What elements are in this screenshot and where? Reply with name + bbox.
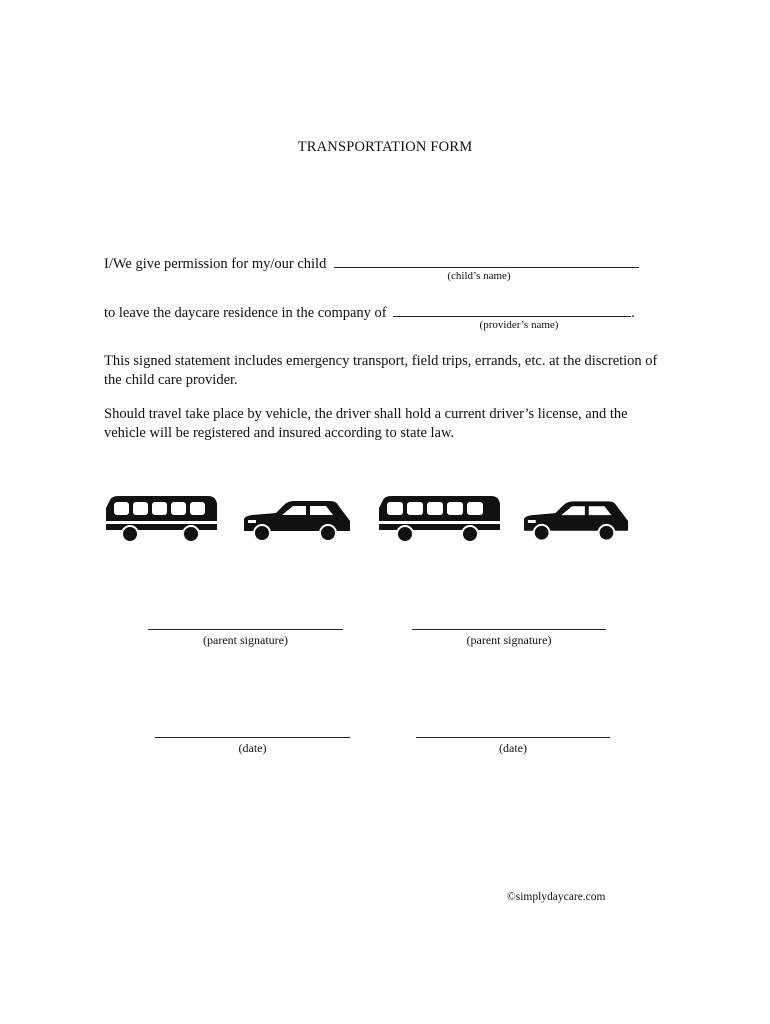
date-caption-1: (date) <box>238 741 267 755</box>
company-text: to leave the daycare residence in the company of <box>104 305 387 321</box>
parent-signature-line-1[interactable] <box>148 629 343 630</box>
form-title: TRANSPORTATION FORM <box>297 139 473 155</box>
company-end-punct: . <box>631 305 635 321</box>
child-name-blank[interactable] <box>334 252 639 268</box>
date-line-2[interactable] <box>416 737 610 738</box>
permission-text: I/We give permission for my/our child <box>104 256 327 272</box>
car-icon <box>242 497 352 543</box>
copyright-footer: ©simplydaycare.com <box>507 891 606 903</box>
vehicle-paragraph: Should travel take place by vehicle, the driver shall hold a current driver’s license, and the vehicle will be registered and insured according to state law. <box>104 406 628 441</box>
bus-icon <box>104 494 218 542</box>
statement-paragraph: This signed statement includes emergency transport, field trips, errands, etc. at the discretion of the child care provider. <box>104 353 658 388</box>
bus-icon <box>377 494 501 542</box>
date-caption-2: (date) <box>499 741 527 755</box>
child-name-caption: (child’s name) <box>447 270 511 282</box>
car-icon <box>522 497 630 543</box>
parent-signature-line-2[interactable] <box>412 629 606 630</box>
provider-name-blank[interactable] <box>393 301 631 317</box>
date-line-1[interactable] <box>155 737 350 738</box>
child-permission-row <box>104 252 639 273</box>
provider-name-caption: (provider’s name) <box>479 319 559 331</box>
parent-signature-caption-1: (parent signature) <box>203 633 288 647</box>
parent-signature-caption-2: (parent signature) <box>466 633 552 647</box>
